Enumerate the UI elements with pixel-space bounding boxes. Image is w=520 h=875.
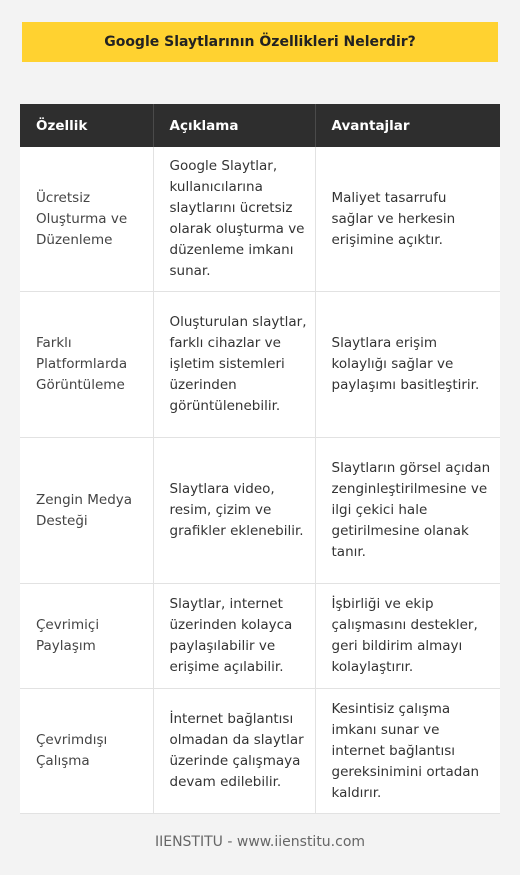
table-row bbox=[20, 438, 500, 584]
description-cell: Slaytlara video, resim, çizim ve grafikler eklenebilir. bbox=[153, 438, 315, 584]
feature-cell: Çevrimiçi Paylaşım bbox=[20, 584, 153, 689]
description-cell: Slaytlar, internet üzerinden kolayca paylaşılabilir ve erişime açılabilir. bbox=[153, 584, 315, 689]
table-row bbox=[20, 584, 500, 689]
features-table bbox=[20, 104, 500, 814]
description-cell: Oluşturulan slaytlar, farklı cihazlar ve işletim sistemleri üzerinden görüntülenebilir. bbox=[153, 292, 315, 438]
table-row bbox=[20, 147, 500, 292]
advantage-cell: Slaytlara erişim kolaylığı sağlar ve paylaşımı basitleştirir. bbox=[315, 292, 500, 438]
advantage-cell: İşbirliği ve ekip çalışmasını destekler, geri bildirim almayı kolaylaştırır. bbox=[315, 584, 500, 689]
header-advantages: Avantajlar bbox=[315, 104, 500, 147]
description-cell: İnternet bağlantısı olmadan da slaytlar üzerinde çalışmaya devam edilebilir. bbox=[153, 689, 315, 814]
description-cell: Google Slaytlar, kullanıcılarına slaytlarını ücretsiz olarak oluşturma ve düzenleme imkanı sunar. bbox=[153, 147, 315, 292]
feature-cell: Ücretsiz Oluşturma ve Düzenleme bbox=[20, 147, 153, 292]
advantage-cell: Slaytların görsel açıdan zenginleştirilmesine ve ilgi çekici hale getirilmesine olanak tanır. bbox=[315, 438, 500, 584]
table-row bbox=[20, 292, 500, 438]
feature-cell: Çevrimdışı Çalışma bbox=[20, 689, 153, 814]
table-header-row bbox=[20, 104, 500, 147]
header-description: Açıklama bbox=[153, 104, 315, 147]
advantage-cell: Maliyet tasarrufu sağlar ve herkesin erişimine açıktır. bbox=[315, 147, 500, 292]
table-row bbox=[20, 689, 500, 814]
page-title: Google Slaytlarının Özellikleri Nelerdir? bbox=[22, 22, 498, 62]
footer-credit: IIENSTITU - www.iienstitu.com bbox=[154, 834, 366, 850]
advantage-cell: Kesintisiz çalışma imkanı sunar ve internet bağlantısı gereksinimini ortadan kaldırır. bbox=[315, 689, 500, 814]
feature-cell: Farklı Platformlarda Görüntüleme bbox=[20, 292, 153, 438]
feature-cell: Zengin Medya Desteği bbox=[20, 438, 153, 584]
header-feature: Özellik bbox=[20, 104, 153, 147]
